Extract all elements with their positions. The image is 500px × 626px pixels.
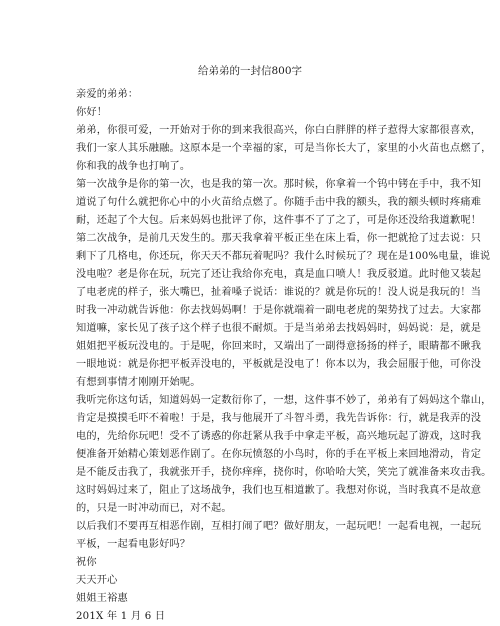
letter-line: 天天开心 xyxy=(76,575,118,586)
letter-line: 时我一冲动就告诉他：你去找妈妈啊！于是你就端着一副电老虎的架势找了过去。大家都 xyxy=(76,305,482,316)
letter-line: 姐姐王裕惠 xyxy=(76,593,128,604)
letter-line: 我们一家人其乐融融。这原本是一个幸福的家，可是当你长大了，家里的小火苗也点燃了， xyxy=(76,143,492,154)
letter-paragraphs xyxy=(76,122,492,626)
letter-line: 平板，一起看电影好吗？ xyxy=(76,539,191,550)
letter-line: 一眼地说：就是你把平板弄没电的，平板就是没电了！你本以为，我会屈服于他，可你没 xyxy=(76,359,482,370)
letter-line: 耐，还起了个大包。后来妈妈也批评了你，这件事不了了之了，可是你还没给我道歉呢！ xyxy=(76,215,482,226)
letter-line: 肯定是摸摸毛吓不着啦！于是，我与他展开了斗智斗勇，我先告诉你：行，就是我弄的没 xyxy=(76,413,482,424)
letter-line: 这时妈妈过来了，阻止了这场战争，我们也互相道歉了。我想对你说，当时我真不是故意 xyxy=(76,485,482,496)
letter-line: 第二次战争，是前几天发生的。那天我拿着平板正坐在床上看，你一把就抢了过去说：只 xyxy=(76,233,482,244)
letter-line: 有想到事情才刚刚开始呢。 xyxy=(76,377,201,388)
letter-line: 你和我的战争也打响了。 xyxy=(76,161,191,172)
letter-body xyxy=(76,86,492,626)
letter-line: 姐姐把平板玩没电的。于是呢，你回来时，又端出了一副得意扬扬的样子，眼睛都不瞅我 xyxy=(76,341,482,352)
salutation: 亲爱的弟弟： xyxy=(76,89,139,100)
letter-line: 的，只是一时冲动而已，对不起。 xyxy=(76,503,232,514)
letter-line: 知道嘛，家长见了孩子这个样子也很不耐烦。于是当弟弟去找妈妈时，妈妈说：是，就是 xyxy=(76,323,482,334)
letter-line: 第一次战争是你的第一次，也是我的第一次。那时候，你拿着一个钨中铐在手中，我不知 xyxy=(76,179,482,190)
letter-title: 给弟弟的一封信800字 xyxy=(197,65,303,77)
letter-line: 弟弟，你很可爱，一开始对于你的到来我很高兴，你白白胖胖的样子惹得大家都很喜欢， xyxy=(76,125,482,136)
letter-line: 没电啦？老是你在玩，玩完了还让我给你充电，真是血口喷人！我反驳道。此时他又装起 xyxy=(76,269,482,280)
letter-line: 了电老虎的样子，张大嘴巴，扯着嗓子说话：谁说的？就是你玩的！没人说是我玩的！当 xyxy=(76,287,482,298)
letter-line: 是不能反击我了，我就张开手，挠你痒痒，挠你时，你哈哈大笑，笑完了就准备来攻击我。 xyxy=(76,467,492,478)
letter-line: 道说了句什么就把你心中的小火苗给点燃了。你随手击中我的额头，我的额头顿时疼痛难 xyxy=(76,197,482,208)
letter-line: 便准备开始精心策划恶作剧了。在你玩愤怒的小鸟时，你的手在平板上来回地滑动，肯定 xyxy=(76,449,482,460)
letter-line: 祝你 xyxy=(76,557,97,568)
greeting: 你好！ xyxy=(76,107,108,118)
letter-line: 201X 年 1 月 6 日 xyxy=(76,611,166,622)
letter-line: 电的，先给你玩吧！受不了诱惑的你赶紧从我手中拿走平板，高兴地玩起了游戏，这时我 xyxy=(76,431,482,442)
letter-line: 我听完你这句话，知道妈妈一定数衍你了，一想，这件事不妙了，弟弟有了妈妈这个靠山， xyxy=(76,395,492,406)
letter-line: 剩下了几格电，你还玩，你天天不都玩着呢吗？我什么时候玩了？现在是100%电量，谁说 xyxy=(76,251,491,262)
letter-line: 以后我们不要再互相恶作剧，互相打闹了吧？做好朋友，一起玩吧！一起看电视，一起玩 xyxy=(76,521,482,532)
